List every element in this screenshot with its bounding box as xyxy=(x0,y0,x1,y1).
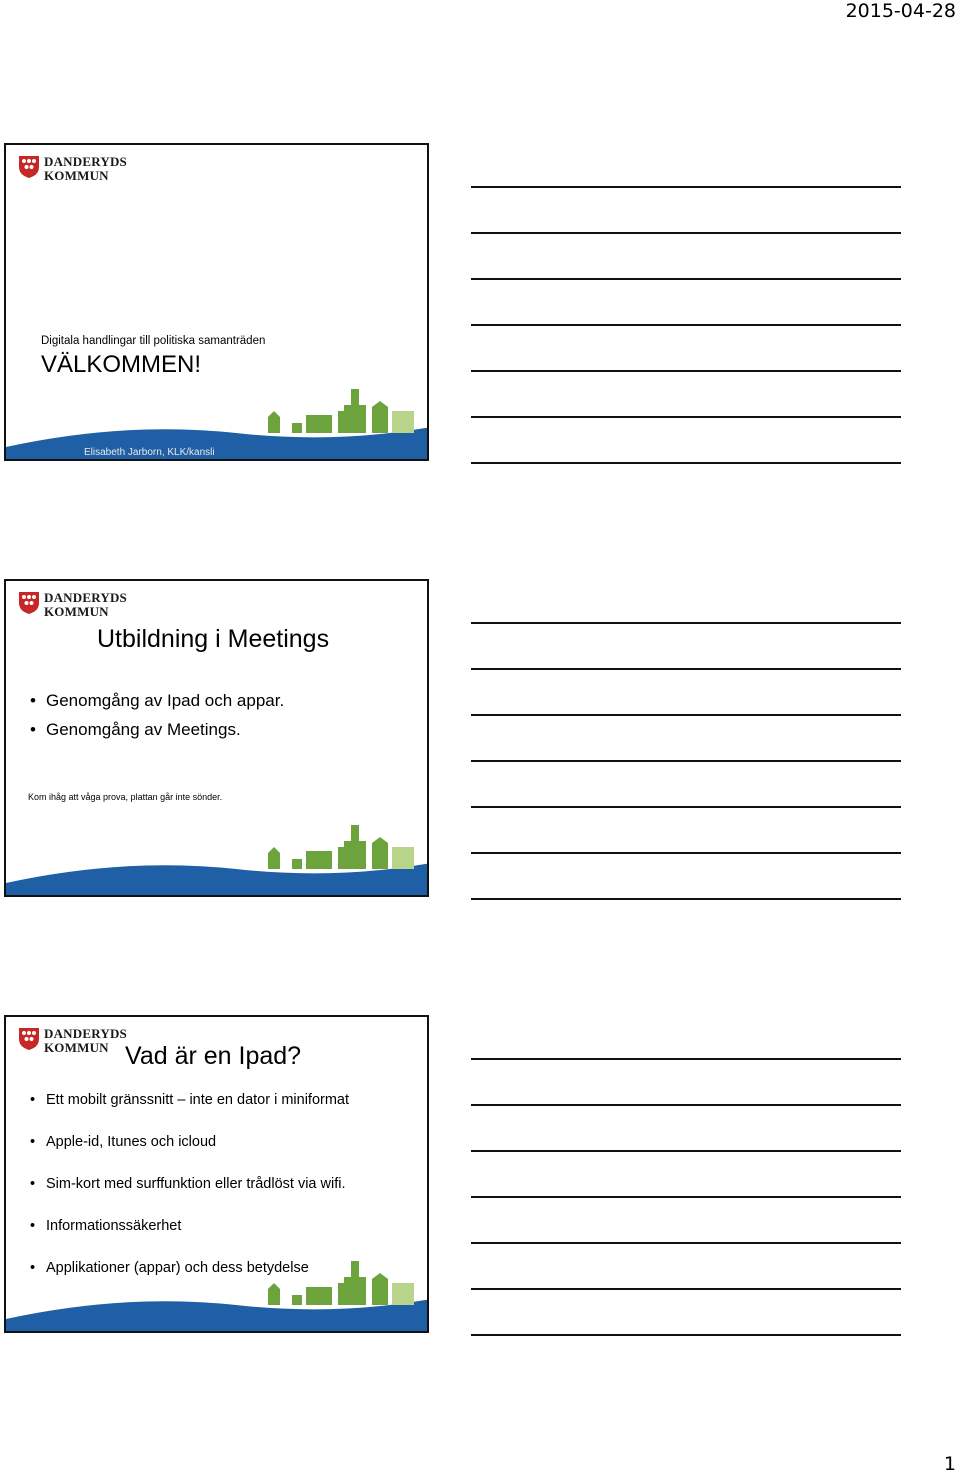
municipality-logo xyxy=(18,1027,127,1055)
bullet-list xyxy=(28,1090,349,1300)
slide-title: Vad är en Ipad? xyxy=(125,1042,302,1070)
slide-1 xyxy=(4,143,429,461)
municipality-logo xyxy=(18,591,127,619)
note-line xyxy=(471,806,901,808)
note-line xyxy=(471,186,901,188)
list-item: • Informationssäkerhet xyxy=(28,1216,349,1258)
list-item: • Applikationer (appar) och dess betydelse xyxy=(28,1258,349,1300)
note-line xyxy=(471,462,901,464)
town-silhouette-icon xyxy=(6,825,429,895)
coat-of-arms-icon xyxy=(18,155,40,179)
page-date: 2015-04-28 xyxy=(845,0,956,22)
slide-2 xyxy=(4,579,429,897)
bullet-list xyxy=(28,686,284,744)
note-line xyxy=(471,370,901,372)
note-line xyxy=(471,278,901,280)
note-line xyxy=(471,622,901,624)
coat-of-arms-icon xyxy=(18,591,40,615)
page-number: 1 xyxy=(943,1453,956,1475)
list-item: • Apple-id, Itunes och icloud xyxy=(28,1132,349,1174)
note-line xyxy=(471,416,901,418)
town-silhouette-icon xyxy=(6,389,429,459)
municipality-logo xyxy=(18,155,127,183)
logo-line-2: KOMMUN xyxy=(44,604,109,619)
slide-note: Kom ihåg att våga prova, plattan går inte sönder. xyxy=(28,792,223,802)
slide-title: VÄLKOMMEN! xyxy=(41,351,202,378)
list-item: • Ett mobilt gränssnitt – inte en dator i miniformat xyxy=(28,1090,349,1132)
note-line xyxy=(471,1242,901,1244)
list-item: • Sim-kort med surffunktion eller trådlöst via wifi. xyxy=(28,1174,349,1216)
note-line xyxy=(471,232,901,234)
note-line xyxy=(471,668,901,670)
logo-line-2: KOMMUN xyxy=(44,1040,109,1055)
list-item: • Genomgång av Ipad och appar. xyxy=(28,686,284,715)
logo-line-1: DANDERYDS xyxy=(44,1026,127,1041)
note-line xyxy=(471,760,901,762)
slide-subtitle: Digitala handlingar till politiska samanträden xyxy=(41,335,266,347)
note-line xyxy=(471,1150,901,1152)
note-line xyxy=(471,1288,901,1290)
list-item: • Genomgång av Meetings. xyxy=(28,715,284,744)
slide-title: Utbildning i Meetings xyxy=(97,625,330,653)
slide-author: Elisabeth Jarborn, KLK/kansli xyxy=(84,447,215,458)
note-line xyxy=(471,1058,901,1060)
notes-lines-3 xyxy=(471,1058,901,1380)
note-line xyxy=(471,1334,901,1336)
note-line xyxy=(471,1196,901,1198)
slide-3 xyxy=(4,1015,429,1333)
logo-line-1: DANDERYDS xyxy=(44,590,127,605)
note-line xyxy=(471,714,901,716)
logo-line-1: DANDERYDS xyxy=(44,154,127,169)
coat-of-arms-icon xyxy=(18,1027,40,1051)
note-line xyxy=(471,1104,901,1106)
note-line xyxy=(471,852,901,854)
note-line xyxy=(471,324,901,326)
note-line xyxy=(471,898,901,900)
notes-lines-1 xyxy=(471,186,901,508)
notes-lines-2 xyxy=(471,622,901,944)
logo-line-2: KOMMUN xyxy=(44,168,109,183)
